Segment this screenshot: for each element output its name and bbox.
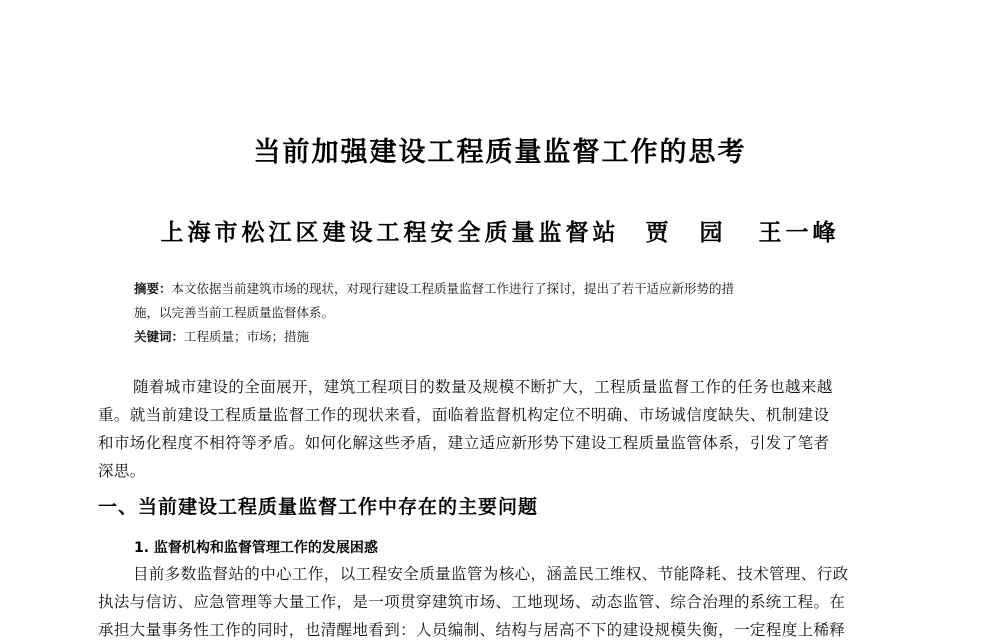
- paragraph-line-3: 承担大量事务性工作的同时，也清醒地看到：人员编制、结构与居高不下的建设规模失衡，一定程度上稀释: [98, 621, 846, 639]
- intro-line-1: 随着城市建设的全面展开，建筑工程项目的数量及规模不断扩大，工程质量监督工作的任务也越来越: [133, 378, 833, 396]
- keywords-text: 工程质量；市场；措施: [184, 329, 310, 344]
- abstract-text-1: 本文依据当前建筑市场的现状，对现行建设工程质量监督工作进行了探讨，提出了若干适应新形势的措: [171, 281, 735, 296]
- abstract-line-1: [134, 277, 894, 301]
- paragraph-line-2: 执法与信访、应急管理等大量工作，是一项贯穿建筑市场、工地现场、动态监管、综合治理的系统工程。在: [98, 593, 846, 611]
- section-heading: 一、当前建设工程质量监督工作中存在的主要问题: [98, 496, 539, 518]
- author-organization: 上海市松江区建设工程安全质量监督站: [160, 219, 620, 246]
- keywords-line: [134, 325, 894, 349]
- keywords-label: 关键词：: [134, 329, 185, 344]
- author-name-1: 贾 园: [645, 219, 727, 246]
- author-name-2: 王一峰: [758, 219, 840, 246]
- intro-line-3: 和市场化程度不相符等矛盾。如何化解这些矛盾，建立适应新形势下建设工程质量监管体系，引发了笔者: [98, 434, 830, 452]
- intro-line-4: 深思。: [98, 462, 146, 480]
- author-line: [0, 214, 1000, 247]
- intro-line-2: 重。就当前建设工程质量监督工作的现状来看，面临着监督机构定位不明确、市场诚信度缺失、机制建设: [98, 406, 830, 424]
- paragraph-line-1: 目前多数监督站的中心工作，以工程安全质量监管为核心，涵盖民工维权、节能降耗、技术管理、行政: [133, 565, 849, 583]
- abstract-label: 摘要：: [134, 281, 172, 296]
- subsection-heading: 1. 监督机构和监督管理工作的发展困惑: [134, 540, 378, 556]
- paper-title: 当前加强建设工程质量监督工作的思考: [253, 137, 747, 168]
- abstract-line-2: 施，以完善当前工程质量监督体系。: [134, 305, 335, 320]
